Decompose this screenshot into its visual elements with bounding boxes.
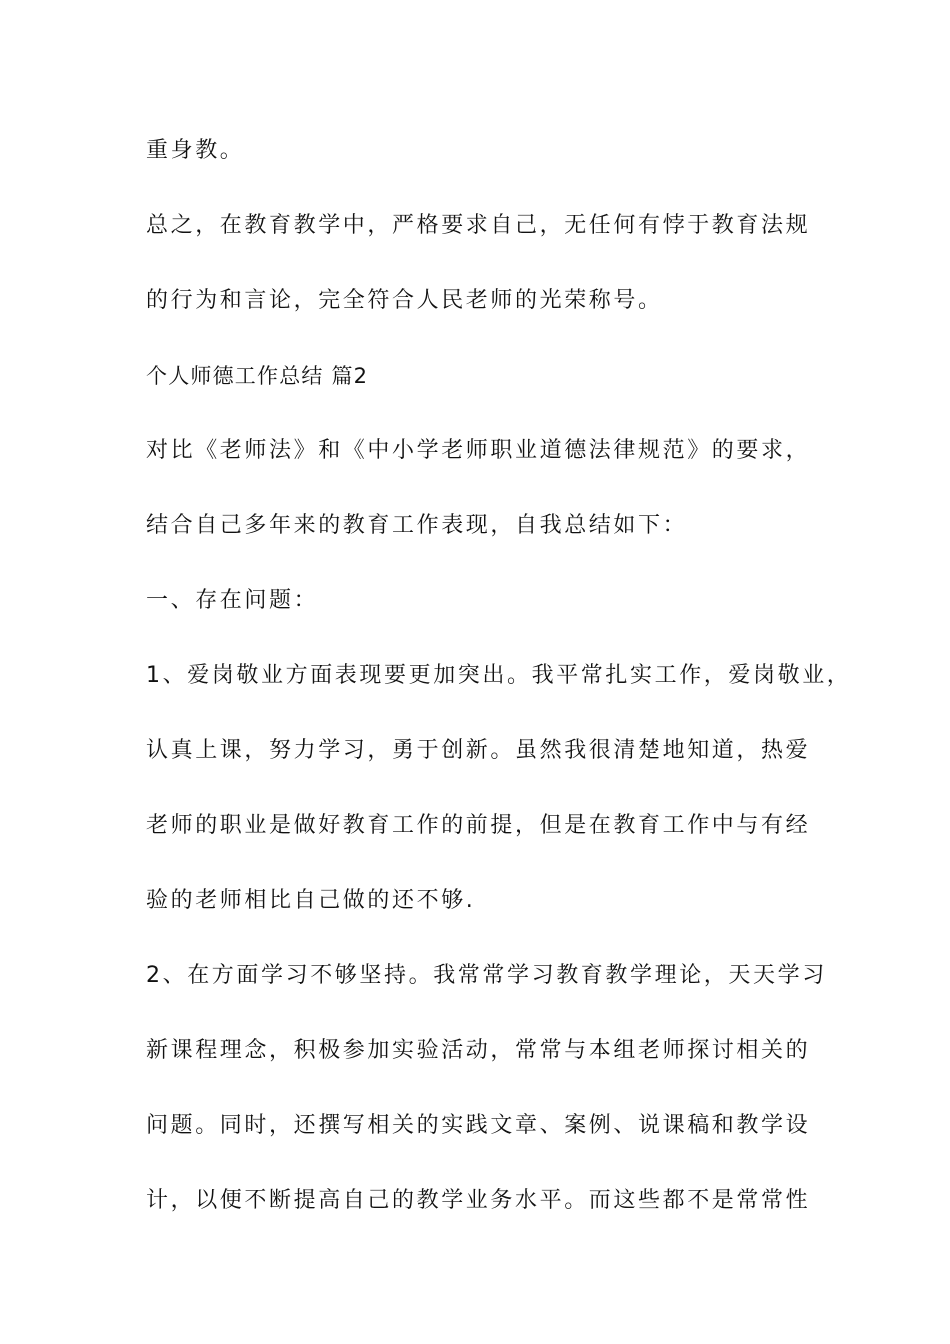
text-line: 认真上课，努力学习，勇于创新。虽然我很清楚地知道，热爱 xyxy=(146,738,811,763)
text-line: 重身教。 xyxy=(146,138,245,163)
text-line: 老师的职业是做好教育工作的前提，但是在教育工作中与有经 xyxy=(146,813,811,838)
text-line: 验的老师相比自己做的还不够. xyxy=(146,888,476,913)
text-line: 问题。同时，还撰写相关的实践文章、案例、说课稿和教学设 xyxy=(146,1113,811,1138)
text-line: 的行为和言论，完全符合人民老师的光荣称号。 xyxy=(146,288,663,313)
text-line: 对比《老师法》和《中小学老师职业道德法律规范》的要求， xyxy=(146,438,811,463)
text-line: 计，以便不断提高自己的教学业务水平。而这些都不是常常性 xyxy=(146,1188,811,1213)
text-line: 新课程理念，积极参加实验活动，常常与本组老师探讨相关的 xyxy=(146,1038,811,1063)
text-line: 结合自己多年来的教育工作表现，自我总结如下： xyxy=(146,513,688,538)
text-line: 一、存在问题： xyxy=(146,588,319,613)
text-line: 1、爱岗敬业方面表现要更加突出。我平常扎实工作，爱岗敬业， xyxy=(146,663,852,688)
text-line: 2、在方面学习不够坚持。我常常学习教育教学理论，天天学习 xyxy=(146,963,827,988)
section-heading: 个人师德工作总结 篇2 xyxy=(146,364,369,388)
text-line: 总之，在教育教学中，严格要求自己，无任何有悖于教育法规 xyxy=(146,213,811,238)
